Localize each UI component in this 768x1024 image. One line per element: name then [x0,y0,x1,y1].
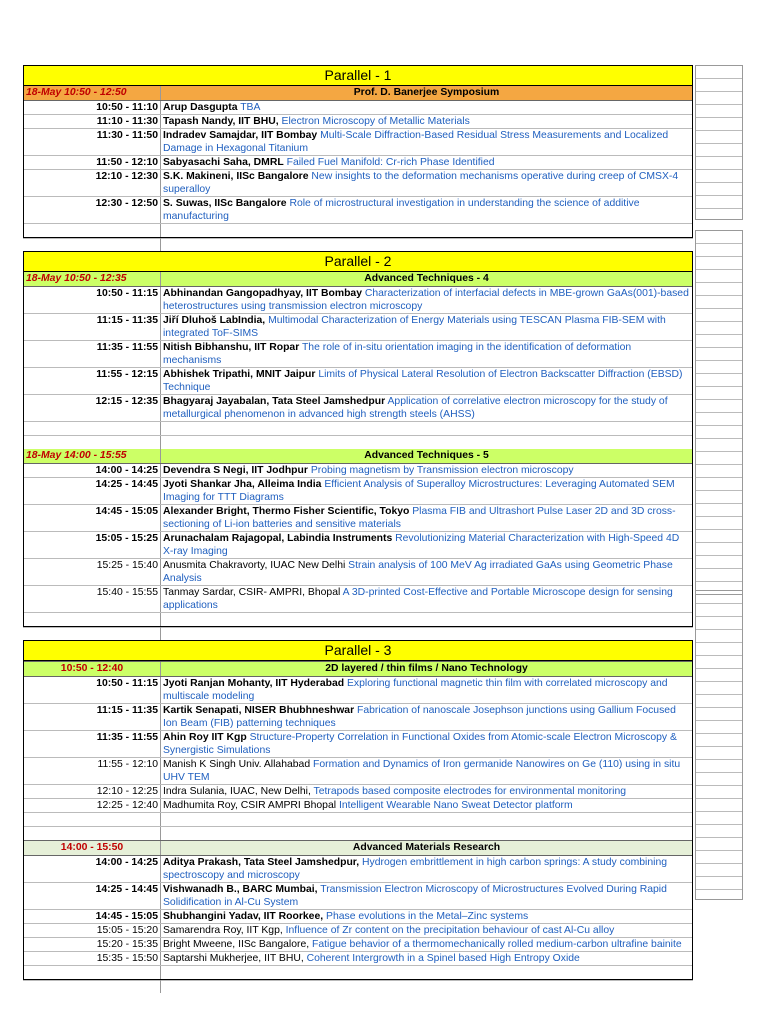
talk-time: 15:05 - 15:25 [24,532,161,558]
talk-title: Electron Microscopy of Metallic Materials [281,116,470,127]
talk-time: 10:50 - 11:15 [24,677,161,703]
session-title: Advanced Techniques - 5 [364,450,489,461]
spacer-row [23,627,693,640]
talk-speaker: Sabyasachi Saha, DMRL [163,157,284,168]
talk-row [24,367,692,394]
talk-title: Revolutionizing Material Characterization with High-Speed 4D X-ray Imaging [163,533,680,557]
talk-content [161,952,692,965]
talk-row [24,287,692,313]
talk-row [24,757,692,784]
session-date: 14:00 - 15:50 [24,841,161,855]
talk-title: Failed Fuel Manifold: Cr-rich Phase Identified [286,157,495,168]
talk-time: 14:45 - 15:05 [24,910,161,923]
session-header [24,272,692,287]
talk-speaker: Vishwanadh B., BARC Mumbai, [163,884,318,895]
spacer-row [24,965,692,979]
spacer-row [24,223,692,237]
talk-speaker: Tanmay Sardar, CSIR- AMPRI, Bhopal [163,587,341,598]
session-date: 10:50 - 12:40 [24,662,161,676]
talk-title: Plasma FIB and Ultrashort Pulse Laser 2D and 3D cross-sectioning of Li-ion batteries and sensitive materials [163,506,676,530]
session-header [24,449,692,464]
parallel-block [23,640,693,980]
talk-time: 12:30 - 12:50 [24,197,161,223]
schedule-sheet [23,65,693,993]
spacer-row [23,238,693,251]
talk-speaker: Anusmita Chakravorty, IUAC New Delhi [163,560,346,571]
spacer-cell [161,422,692,435]
talk-time: 11:50 - 12:10 [24,156,161,169]
talk-row [24,951,692,965]
talk-time: 11:15 - 11:35 [24,704,161,730]
talk-title: Intelligent Wearable Nano Sweat Detector platform [338,800,573,811]
talk-title: Characterization of interfacial defects in MBE-grown GaAs(001)-based heterostructures using transmission electron microscopy [163,288,689,312]
session-header [24,840,692,856]
talk-speaker: Madhumita Roy, CSIR AMPRI Bhopal [163,800,337,811]
talk-title: Hydrogen embrittlement in high carbon springs: A study combining spectroscopy and microscopy [163,857,668,881]
parallel-title: Parallel - 1 [24,66,692,86]
talk-content [161,799,692,812]
spacer-cell [24,613,161,626]
talk-time: 11:10 - 11:30 [24,115,161,128]
talk-row [24,923,692,937]
parallel-title: Parallel - 3 [24,641,692,661]
talk-content [161,368,692,394]
talk-speaker: Shubhangini Yadav, IIT Roorkee, [163,911,324,922]
talk-speaker: Indradev Samajdar, IIT Bombay [163,130,318,141]
talk-row [24,340,692,367]
talk-time: 15:40 - 15:55 [24,586,161,612]
spacer-cell [161,224,692,237]
talk-time: 12:25 - 12:40 [24,799,161,812]
spacer-cell [161,827,692,840]
talk-title: Multimodal Characterization of Energy Materials using TESCAN Plasma FIB-SEM with integrated ToF-SIMS [163,315,666,339]
session-date: 18-May 10:50 - 12:35 [24,272,161,286]
spacer-cell [161,966,692,979]
talk-time: 11:35 - 11:55 [24,731,161,757]
talk-time: 15:25 - 15:40 [24,559,161,585]
talk-content [161,395,692,421]
parallel-block [23,65,693,238]
talk-speaker: Aditya Prakash, Tata Steel Jamshedpur, [163,857,360,868]
session-date: 18-May 14:00 - 15:55 [24,449,161,463]
talk-content [161,532,692,558]
talk-row [24,798,692,812]
spacer-divider [160,627,161,640]
spacer-cell [24,966,161,979]
talk-title: The role of in-situ orientation imaging in the identification of deformation mechanisms [163,342,632,366]
talk-title: Exploring functional magnetic thin film with correlated microscopy and multiscale modeling [163,678,668,702]
talk-title: Formation and Dynamics of Iron germanide Nanowires on Ge (110) using in situ UHV TEM [163,759,681,783]
talk-time: 10:50 - 11:15 [24,287,161,313]
talk-speaker: Saptarshi Mukherjee, IIT BHU, [163,953,304,964]
talk-row [24,585,692,612]
spacer-cell [24,813,161,826]
talk-row [24,155,692,169]
talk-content [161,464,692,477]
talk-speaker: Ahin Roy IIT Kgp [163,732,247,743]
talk-time: 10:50 - 11:10 [24,101,161,114]
talk-row [24,477,692,504]
talk-time: 12:10 - 12:30 [24,170,161,196]
talk-time: 11:15 - 11:35 [24,314,161,340]
talk-title: Role of microstructural investigation in understanding the science of additive manufacturing [163,198,640,222]
talk-speaker: Alexander Bright, Thermo Fisher Scientific, Tokyo [163,506,410,517]
talk-time: 11:30 - 11:50 [24,129,161,155]
talk-title: Probing magnetism by Transmission electron microscopy [310,465,574,476]
talk-title: Application of correlative electron microscopy for the study of metallurgical phenomenon in advanced high strength steels (AHSS) [163,396,668,420]
talk-speaker: Tapash Nandy, IIT BHU, [163,116,279,127]
talk-title: Influence of Zr content on the precipitation behaviour of cast Al-Cu alloy [285,925,615,936]
talk-speaker: Samarendra Roy, IIT Kgp, [163,925,283,936]
parallel-block [23,251,693,627]
session-title: Advanced Materials Research [352,842,501,853]
talk-time: 15:35 - 15:50 [24,952,161,965]
talk-speaker: Jyoti Ranjan Mohanty, IIT Hyderabad [163,678,345,689]
talk-row [24,128,692,155]
talk-row [24,464,692,477]
talk-row [24,677,692,703]
talk-content [161,704,692,730]
talk-content [161,197,692,223]
talk-row [24,730,692,757]
talk-speaker: Abhishek Tripathi, MNIT Jaipur [163,369,316,380]
talk-title: TBA [240,102,261,113]
talk-content [161,586,692,612]
talk-row [24,856,692,882]
talk-title: Efficient Analysis of Superalloy Microstructures: Leveraging Automated SEM Imaging for TTT Diagrams [163,479,675,503]
talk-content [161,170,692,196]
talk-content [161,883,692,909]
talk-time: 14:45 - 15:05 [24,505,161,531]
parallel-title: Parallel - 2 [24,252,692,272]
talk-content [161,559,692,585]
session-date: 18-May 10:50 - 12:50 [24,86,161,100]
talk-speaker: Devendra S Negi, IIT Jodhpur [163,465,308,476]
talk-content [161,129,692,155]
talk-row [24,114,692,128]
talk-row [24,101,692,114]
talk-content [161,115,692,128]
session-title: Prof. D. Banerjee Symposium [353,87,500,98]
spacer-line [23,980,693,981]
talk-speaker: Bright Mweene, IISc Bangalore, [163,939,310,950]
talk-row [24,937,692,951]
talk-row [24,196,692,223]
spacer-row [24,421,692,435]
talk-title: Phase evolutions in the Metal–Zinc systems [326,911,529,922]
empty-column-cells [695,230,743,595]
talk-content [161,505,692,531]
talk-row [24,558,692,585]
talk-speaker: Jiří Dluhoš LabIndia, [163,315,266,326]
talk-content [161,924,692,937]
talk-time: 14:25 - 14:45 [24,883,161,909]
spacer-row [24,812,692,826]
session-header [24,661,692,677]
talk-speaker: Jyoti Shankar Jha, Alleima India [163,479,322,490]
session-title: 2D layered / thin films / Nano Technology [325,663,528,674]
empty-column-cells [695,65,743,220]
spacer-cell [24,422,161,435]
spacer-cell [24,436,161,449]
spacer-line [23,238,693,239]
talk-content [161,910,692,923]
talk-speaker: S. Suwas, IISc Bangalore [163,198,287,209]
talk-speaker: Kartik Senapati, NISER Bhubhneshwar [163,705,355,716]
talk-speaker: Indra Sulania, IUAC, New Delhi, [163,786,311,797]
talk-content [161,856,692,882]
spacer-divider [160,238,161,251]
talk-time: 11:55 - 12:10 [24,758,161,784]
talk-content [161,758,692,784]
talk-title: Coherent Intergrowth in a Spinel based High Entropy Oxide [306,953,580,964]
talk-row [24,169,692,196]
talk-speaker: S.K. Makineni, IISc Bangalore [163,171,309,182]
talk-row [24,784,692,798]
spacer-cell [161,813,692,826]
talk-time: 15:20 - 15:35 [24,938,161,951]
talk-speaker: Arunachalam Rajagopal, Labindia Instruments [163,533,393,544]
spacer-divider [160,980,161,993]
talk-speaker: Nitish Bibhanshu, IIT Ropar [163,342,300,353]
talk-row [24,313,692,340]
empty-column-cells [695,590,743,900]
talk-speaker: Bhagyaraj Jayabalan, Tata Steel Jamshedpur [163,396,386,407]
talk-title: Fabrication of nanoscale Josephson junctions using Gallium Focused Ion Beam (FIB) patterning techniques [163,705,676,729]
spacer-line [23,627,693,628]
talk-content [161,314,692,340]
talk-time: 15:05 - 15:20 [24,924,161,937]
talk-title: Fatigue behavior of a thermomechanically rolled medium-carbon ultrafine bainite [312,939,682,950]
talk-content [161,478,692,504]
spacer-row [23,980,693,993]
talk-row [24,703,692,730]
talk-title: Tetrapods based composite electrodes for environmental monitoring [313,786,627,797]
talk-time: 14:00 - 14:25 [24,464,161,477]
talk-content [161,938,692,951]
talk-time: 11:35 - 11:55 [24,341,161,367]
talk-title: Transmission Electron Microscopy of Microstructures Evolved During Rapid Solidification in Al-Cu System [163,884,667,908]
session-header [24,86,692,101]
spacer-cell [161,436,692,449]
talk-time: 11:55 - 12:15 [24,368,161,394]
talk-time: 14:25 - 14:45 [24,478,161,504]
talk-time: 14:00 - 14:25 [24,856,161,882]
session-title: Advanced Techniques - 4 [364,273,489,284]
talk-row [24,504,692,531]
talk-content [161,287,692,313]
spacer-cell [24,224,161,237]
talk-row [24,531,692,558]
talk-title: A 3D-printed Cost-Effective and Portable Microscope design for sensing applications [163,587,673,611]
talk-content [161,101,692,114]
talk-title: Multi-Scale Diffraction-Based Residual Stress Measurements and Localized Damage in Hexagonal Titanium [163,130,669,154]
talk-speaker: Abhinandan Gangopadhyay, IIT Bombay [163,288,362,299]
spacer-row [24,612,692,626]
talk-time: 12:15 - 12:35 [24,395,161,421]
talk-title: Strain analysis of 100 MeV Ag irradiated GaAs using Geometric Phase Analysis [163,560,673,584]
talk-title: New insights to the deformation mechanisms operative during creep of CMSX-4 superalloy [163,171,679,195]
spacer-row [24,435,692,449]
talk-row [24,909,692,923]
talk-row [24,394,692,421]
talk-row [24,882,692,909]
talk-content [161,156,692,169]
talk-speaker: Arup Dasgupta [163,102,238,113]
spacer-cell [161,613,692,626]
talk-content [161,341,692,367]
spacer-cell [24,827,161,840]
talk-content [161,677,692,703]
talk-time: 12:10 - 12:25 [24,785,161,798]
talk-title: Structure-Property Correlation in Functional Oxides from Atomic-scale Electron Microscopy & Synergistic Simulations [163,732,677,756]
talk-content [161,731,692,757]
talk-title: Limits of Physical Lateral Resolution of Electron Backscatter Diffraction (EBSD) Technique [163,369,683,393]
spacer-row [24,826,692,840]
talk-speaker: Manish K Singh Univ. Allahabad [163,759,311,770]
talk-content [161,785,692,798]
